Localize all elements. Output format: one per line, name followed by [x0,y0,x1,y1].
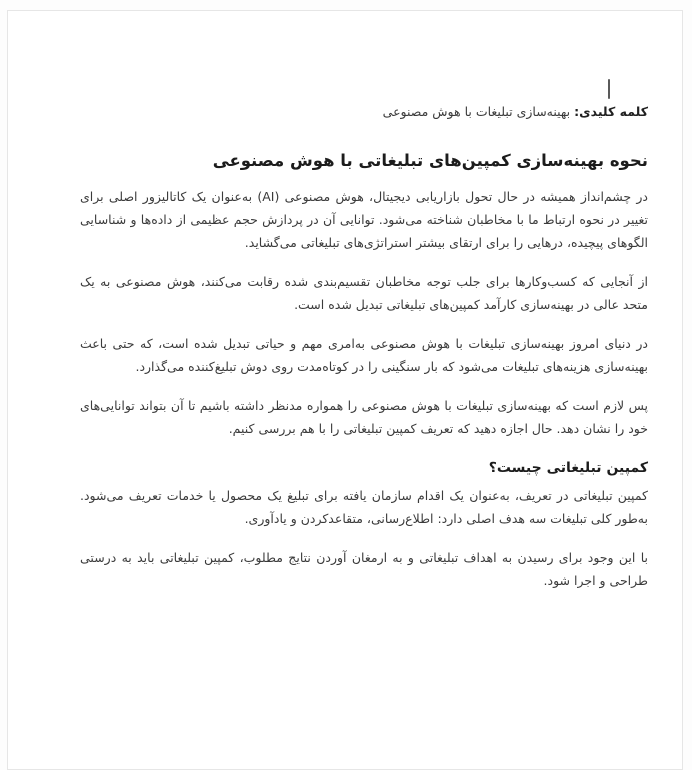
paragraph-intro-1[interactable]: در چشم‌انداز همیشه در حال تحول بازاریابی دیجیتال، هوش مصنوعی (AI) به‌عنوان یک کاتالیزور اصلی برای تغییر در نحوه ارتباط ما با مخاطبان شناخته می‌شود. توانایی آن در پردازش حجم عظیمی از داده‌ها و شناسایی الگوهای پیچیده، درهایی را برای ارتقای بیشتر استراتژی‌های تبلیغاتی می‌گشاید. [80,189,648,250]
document-content[interactable] [8,11,682,592]
keyword-line[interactable] [80,101,648,123]
section-heading[interactable]: کمپین تبلیغاتی چیست؟ [488,460,648,476]
paragraph-intro-2[interactable]: از آنجایی که کسب‌وکارها برای جلب توجه مخاطبان تقسیم‌بندی شده رقابت می‌کنند، هوش مصنوعی به یک متحد عالی در بهینه‌سازی کارآمد کمپین‌های تبلیغاتی تبدیل شده است. [80,274,648,312]
text-cursor [608,79,610,99]
document-page[interactable] [7,10,683,770]
article-title[interactable]: نحوه بهینه‌سازی کمپین‌های تبلیغاتی با هوش مصنوعی [212,151,648,170]
keyword-value: بهینه‌سازی تبلیغات با هوش مصنوعی [382,104,571,119]
paragraph-section-1[interactable]: کمپین تبلیغاتی در تعریف، به‌عنوان یک اقدام سازمان یافته برای تبلیغ یک محصول یا خدمات تعریف می‌شود. به‌طور کلی تبلیغات سه هدف اصلی دارد: اطلاع‌رسانی، متقاعدکردن و یادآوری. [80,488,648,526]
keyword-label: کلمه کلیدی: [574,104,648,119]
paragraph-intro-4[interactable]: پس لازم است که بهینه‌سازی تبلیغات با هوش مصنوعی را همواره مدنظر داشته باشیم تا آن بتواند توانایی‌های خود را نشان دهد. حال اجازه دهید که تعریف کمپین تبلیغاتی را با هم بررسی کنیم. [80,398,648,436]
paragraph-clipped[interactable]: با این وجود برای رسیدن به اهداف تبلیغاتی و به ارمغان آوردن نتایج مطلوب، کمپین تبلیغاتی باید به درستی طراحی و اجرا شود. [80,550,648,588]
paragraph-intro-3[interactable]: در دنیای امروز بهینه‌سازی تبلیغات با هوش مصنوعی به‌امری مهم و حیاتی تبدیل شده است، که حتی باعث بهینه‌سازی هزینه‌های تبلیغات می‌شود که بار سنگینی را در کوتاه‌مدت روی دوش تبلیغ‌کننده می‌گذارد. [80,336,648,374]
